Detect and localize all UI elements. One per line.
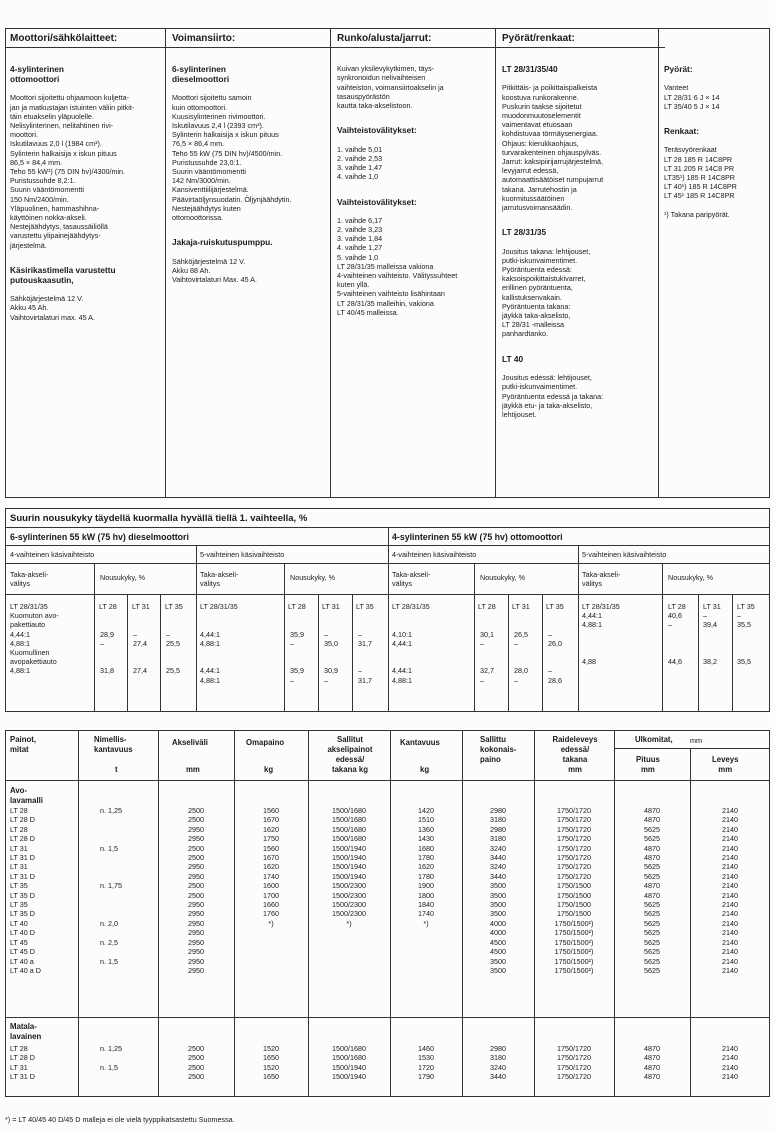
low-gross: 2980 3180 3240 3440: [490, 1044, 506, 1082]
p5-row-labels: LT 28/31/35 4,44:1 4,88:1 4,88: [582, 602, 620, 667]
tyres-text: Teräsvyörenkaat LT 28 185 R 14C8PR LT 31 205 R 14C8 PR LT35¹) 185 R 14C8PR LT 40¹) 185 R 14C8PR LT 45¹ 185 R 14C8PR ¹) Takana paripyörät.: [664, 145, 737, 219]
engine-electrical-header: Moottori/sähkölaitteet:: [10, 33, 118, 44]
h-length: Pituus mm: [636, 755, 660, 774]
open-width: 2140 2140 2140 2140 2140 2140 2140 2140 2140 2140 2140 2140 2140 2140 2140 2140 2140 2140: [722, 806, 738, 975]
weights-section-rule: [5, 1017, 770, 1018]
spec-divider-3: [495, 28, 496, 498]
d5-lt28-values: 35,9 – 35,9 –: [290, 629, 304, 685]
subheader-rule: [5, 594, 770, 595]
h-width: Leveys mm: [712, 755, 739, 774]
gear-ratios-heading-5: Vaihteistovälitykset:: [337, 196, 417, 207]
open-length: 4870 4870 5625 5625 4870 4870 5625 5625 4870 4870 5625 5625 5625 5625 5625 5625 5625 5625: [644, 806, 660, 975]
engine-column: [10, 55, 162, 331]
h-axle: Sallitut akselipainot edessä/ takana kg: [327, 735, 373, 774]
d5-col-sep-c: [352, 594, 353, 712]
w-sep-1: [78, 730, 79, 1097]
chassis-column: [502, 55, 654, 428]
gear-ratios-5: 1. vaihde 6,17 2. vaihde 3,23 3. vaihde 1,84 4. vaihde 1,27 5. vaihde 1,0 LT 28/31/35 malleissa vakiona 4-vaihteinen vaihteisto. Välityssuhteet kuten yllä. 5-vaihteinen vaihteisto lisähintaan LT 28/31/35 malleihin, vakiona LT 40/45 malleissa.: [337, 215, 458, 317]
low-axle-loads: 1500/1680 1500/1680 1500/1940 1500/1940: [332, 1044, 366, 1082]
d5-lt31-values: – 35,0 30,9 –: [324, 629, 338, 685]
diesel-column: [172, 55, 327, 293]
p5-lt28-values: 40,6 – 44,6: [668, 611, 682, 667]
suspension-heading-lt40: LT 40: [502, 353, 524, 364]
diesel-engine-title: 6-sylinterinen 55 kW (75 hv) dieselmoottori: [10, 532, 189, 542]
spec-header-rule: [5, 47, 665, 48]
open-own-weight: 1560 1670 1620 1750 1560 1670 1620 1740 1600 1700 1660 1760 *): [263, 806, 279, 928]
p4-col-sep-b: [508, 594, 509, 712]
open-nominal: n. 1,25 n. 1,5 n. 1,75 n. 2,0 n. 2,5 n. 1,5: [100, 806, 122, 966]
gearbox-split-petrol: [578, 545, 579, 712]
open-models: LT 28 LT 28 D LT 28 LT 28 D LT 31 LT 31 D LT 31 LT 31 D LT 35 LT 35 D LT 35 LT 35 D LT 40 LT 40 D LT 45 LT 45 D LT 40 a LT 40 a D: [10, 806, 41, 975]
diesel-5speed-label: 5-vaihteinen käsivaihteisto: [200, 550, 285, 559]
p5-col-sep-b: [698, 594, 699, 712]
p4-ratio-header: Taka-akseli- välitys: [392, 570, 431, 589]
open-gross: 2980 3180 2980 3180 3240 3440 3240 3440 3500 3500 3500 3500 4000 4000 4500 4500 3500 3500: [490, 806, 506, 975]
chassis-heading-lt28-40: LT 28/31/35/40: [502, 64, 558, 75]
d5-ratio-header: Taka-akseli- välitys: [200, 570, 239, 589]
petrol-5speed-label: 5-vaihteinen käsivaihteisto: [582, 550, 667, 559]
diesel-electrical-text: Sähköjärjestelmä 12 V. Akku 88 Ah. Vaihtovirtalaturi Max. 45 A.: [172, 256, 257, 285]
d5-row-labels: LT 28/31/35 4,44:1 4,88:1 4,44:1 4,88:1: [200, 602, 238, 685]
wheels-heading: Pyörät:: [664, 64, 693, 75]
diesel-engine-heading: 6-sylinterinen dieselmoottori: [172, 64, 230, 85]
suspension-heading-lt28-35: LT 28/31/35: [502, 227, 547, 238]
low-length: 4870 4870 4870 4870: [644, 1044, 660, 1082]
open-capacity: 1420 1510 1360 1430 1680 1780 1620 1780 1900 1800 1840 1740 *): [418, 806, 434, 928]
transmission-header: Voimansiirto:: [172, 33, 236, 44]
climb-table-title: Suurin nousukyky täydellä kuormalla hyvällä tiellä 1. vaihteella, %: [10, 513, 308, 524]
d4-col-sep-c: [160, 594, 161, 712]
p4-row-labels: LT 28/31/35 4,10:1 4,44:1 4,44:1 4,88:1: [392, 602, 430, 685]
suspension-text-lt40: Jousitus edessä: lehtijouset, putki-iskunvaimentimet. Pyöräntuenta edessä ja takana: jäykkä etu- ja taka-akselisto, lehtijouset.: [502, 373, 604, 419]
d4-lt31-values: – 27,4 27,4: [133, 629, 147, 676]
d4-lt35-values: – 25,5 25,5: [166, 629, 180, 676]
low-platform-heading: Matala- lavainen: [10, 1022, 42, 1041]
engine-split: [388, 527, 389, 712]
d5-lt35-values: – 31,7 – 31,7: [358, 629, 372, 685]
low-models: LT 28 LT 28 D LT 31 LT 31 D: [10, 1044, 35, 1082]
p4-col-sep-c: [542, 594, 543, 712]
h-track: Raideleveys edessä/ takana mm: [552, 735, 598, 774]
open-track: 1750/1720 1750/1720 1750/1720 1750/1720 1750/1720 1750/1720 1750/1720 1750/1720 1750/1500 1750/1500 1750/1500 1750/1500 1750/1500²) 1750/1500²) 1750/1500²) 1750/1500²) 1750/1500²) 1750/1500²): [554, 806, 594, 975]
outer-dims-rule: [614, 748, 770, 749]
open-platform-heading: Avo- lavamalli: [10, 786, 43, 805]
p4-lt28-values: 30,1 – 32,7 –: [480, 629, 494, 685]
h-nominal: Nimellis- kantavuus: [94, 735, 133, 754]
h-models: Painot, mitat: [10, 735, 36, 754]
injection-pump-heading: Jakaja-ruiskutuspumppu.: [172, 237, 273, 248]
low-wheelbase: 2500 2500 2500 2500: [188, 1044, 204, 1082]
d5-lt31-header: LT 31: [322, 602, 340, 611]
d4-lt31-header: LT 31: [132, 602, 150, 611]
p5-climb-header: Nousukyky, %: [668, 573, 714, 582]
d4-lt28-header: LT 28: [99, 602, 117, 611]
h-outer-unit: mm: [690, 736, 702, 745]
low-nominal: n. 1,25 n. 1,5: [100, 1044, 122, 1072]
h-outer: Ulkomitat,: [635, 735, 673, 744]
p5-col-sep-a: [662, 563, 663, 712]
spec-divider-4: [658, 28, 659, 498]
p4-lt35-header: LT 35: [546, 602, 564, 611]
wheels-text: Vanteet LT 28/31 6 J × 14 LT 35/40 5 J × 14: [664, 83, 720, 111]
low-width: 2140 2140 2140 2140: [722, 1044, 738, 1082]
d4-col-sep-a: [94, 563, 95, 712]
d4-row-labels: LT 28/31/35 Kuomuton avo- pakettiauto 4,44:1 4,88:1 Kuomullinen avopakettiauto 4,88:1: [10, 602, 59, 676]
p4-lt28-header: LT 28: [478, 602, 496, 611]
footnote: *) = LT 40/45 40 D/45 D malleja ei ole vielä tyyppikatsastettu Suomessa.: [5, 1115, 235, 1124]
h-capacity-unit: kg: [420, 765, 430, 774]
p4-lt35-values: – 26,0 – 28,6: [548, 629, 562, 685]
p4-col-sep-a: [474, 563, 475, 712]
wheels-column: [664, 55, 768, 228]
tyres-heading: Renkaat:: [664, 126, 700, 137]
low-track: 1750/1720 1750/1720 1750/1720 1750/1720: [557, 1044, 591, 1082]
chassis-text-lt28-40: Pitkittäis- ja poikittaispalkeista koostuva runkorakenne. Puskurin taakse sijoitetut muodonmuutoselementit vaimentavat etuosaan kohdistuvaa törmäysenergiaa. Ohjaus: kierukkaohjaus, turvarakenteinen ohjauspylväs. Jarrut: kaksipiirijarrujärjestelmä, levyjarrut edessä, automaattisäätöiset rumpujarrut takana. Jarrutehostin ja kuormitussäätöinen jarrutusvoimansäädin.: [502, 83, 604, 213]
gear-ratios-heading-4: Vaihteistovälitykset:: [337, 125, 417, 136]
gearbox-split-diesel: [196, 545, 197, 712]
p4-climb-header: Nousukyky, %: [480, 573, 526, 582]
p5-lt35-header: LT 35: [737, 602, 755, 611]
h-capacity: Kantavuus: [400, 738, 440, 747]
d4-ratio-header: Taka-akseli- välitys: [10, 570, 49, 589]
d5-col-sep-b: [318, 594, 319, 712]
petrol-electrical-text: Sähköjärjestelmä 12 V. Akku 45 Ah. Vaihtovirtalaturi max. 45 A.: [10, 294, 95, 322]
p4-lt31-header: LT 31: [512, 602, 530, 611]
p5-lt28-header: LT 28: [668, 602, 686, 611]
spec-divider-2: [330, 28, 331, 498]
low-own-weight: 1520 1650 1520 1650: [263, 1044, 279, 1082]
petrol-engine-text: Moottori sijoitettu ohjaamoon kuljetta- jan ja matkustajan istuinten väliin pitkit- täin etuakselin yläpuolelle. Nelisylinterinen, nelitahtinen rivi- moottori. Iskutilavuus 2,0 l (1984 cm³). Sylinterin halkaisija x iskun pituus 86,5 × 84,4 mm. Teho 55 kW¹) (75 DIN hv)/4300/min. Puristussuhde 8,2:1. Suurin vääntömomentti 150 Nm/2400/min. Yläpuolinen, hammashihna- käyttöinen nokka-akseli. Nestejäähdytys, tasaussäiliöllä varustettu ylipainejäähdytys- järjestelmä.: [10, 93, 135, 250]
d5-col-sep-a: [284, 563, 285, 712]
h-own: Omapaino: [246, 738, 285, 747]
diesel-4speed-label: 4-vaihteinen käsivaihteisto: [10, 550, 95, 559]
low-capacity: 1460 1530 1720 1790: [418, 1044, 434, 1082]
petrol-engine-heading: 4-sylinterinen ottomoottori: [10, 64, 64, 85]
p5-lt31-header: LT 31: [703, 602, 721, 611]
spec-divider-1: [165, 28, 166, 498]
open-wheelbase: 2500 2500 2950 2950 2500 2500 2950 2950 2500 2500 2950 2950 2950 2950 2950 2950 2950 2950: [188, 806, 204, 975]
carburettor-heading: Käsirikastimella varustettu putouskaasutin,: [10, 265, 116, 286]
chassis-brakes-header: Runko/alusta/jarrut:: [337, 33, 432, 44]
h-wheelbase-unit: mm: [186, 765, 200, 774]
p4-lt31-values: 26,5 – 28,0 –: [514, 629, 528, 685]
h-wheelbase: Akseliväli: [172, 738, 208, 747]
d4-lt35-header: LT 35: [165, 602, 183, 611]
d5-lt28-header: LT 28: [288, 602, 306, 611]
p5-lt31-values: – 39,4 38,2: [703, 611, 717, 667]
open-axle-loads: 1500/1680 1500/1680 1500/1680 1500/1680 1500/1940 1500/1940 1500/1940 1500/1940 1500/2300 1500/2300 1500/2300 1500/2300 *): [332, 806, 366, 928]
p5-ratio-header: Taka-akseli- välitys: [582, 570, 621, 589]
wheels-tyres-header: Pyörät/renkaat:: [502, 33, 575, 44]
p5-col-sep-c: [732, 594, 733, 712]
drivetrain-text: Kuivan yksilevykytkimen, täys- synkronoidun nelivaihteisen vaihteiston, voimansiirtoakselin ja tasauspyörästön kautta taka-akselistoon.: [337, 64, 444, 111]
suspension-text-lt28-35: Jousitus takana: lehtijouset, putki-iskunvaimentimet. Pyöräntuenta edessä: kaksoispoikittaistukivarret, erillinen pyöräntuenta, kallistuksenvakain. Pyöräntuenta takana: jäykkä taka-akselisto, LT 28/31 -malleissa panhardtanko.: [502, 246, 591, 339]
p5-lt35-values: – 35,5 35,5: [737, 611, 751, 667]
gearbox-rule: [5, 563, 770, 564]
h-own-unit: kg: [264, 765, 274, 774]
d5-climb-header: Nousukyky, %: [290, 573, 336, 582]
d5-lt35-header: LT 35: [356, 602, 374, 611]
petrol-4speed-label: 4-vaihteinen käsivaihteisto: [392, 550, 477, 559]
petrol-engine-title: 4-sylinterinen 55 kW (75 hv) ottomoottori: [392, 532, 563, 542]
h-nominal-unit: t: [115, 765, 118, 774]
d4-climb-header: Nousukyky, %: [100, 573, 146, 582]
h-gross: Sallittu kokonais- paino: [480, 735, 517, 764]
d4-lt28-values: 28,9 – 31,8: [100, 629, 114, 676]
weights-header-rule: [5, 780, 770, 781]
diesel-engine-text: Moottori sijoitettu samoin kuin ottomoottori. Kuusisylinterinen rivimoottori. Iskutilavuus 2,4 l (2393 cm³). Sylinterin halkaisija x iskun pituus 76,5 × 86,4 mm. Teho 55 kW (75 DIN hv)/4500/min. Puristussuhde 23,0:1. Suurin vääntömomentti 142 Nm/3000/min. Kansiventtiilijärjestelmä. Päävirtaöljynsuodatin. Öljynjäähdytin. Nestejäähdytys kuten ottomoottorissa.: [172, 93, 292, 223]
d4-col-sep-b: [127, 594, 128, 712]
gear-ratios-4: 1. vaihde 5,01 2. vaihde 2,53 3. vaihde 1,47 4. vaihde 1,0: [337, 144, 383, 182]
drivetrain-column: [337, 55, 492, 326]
